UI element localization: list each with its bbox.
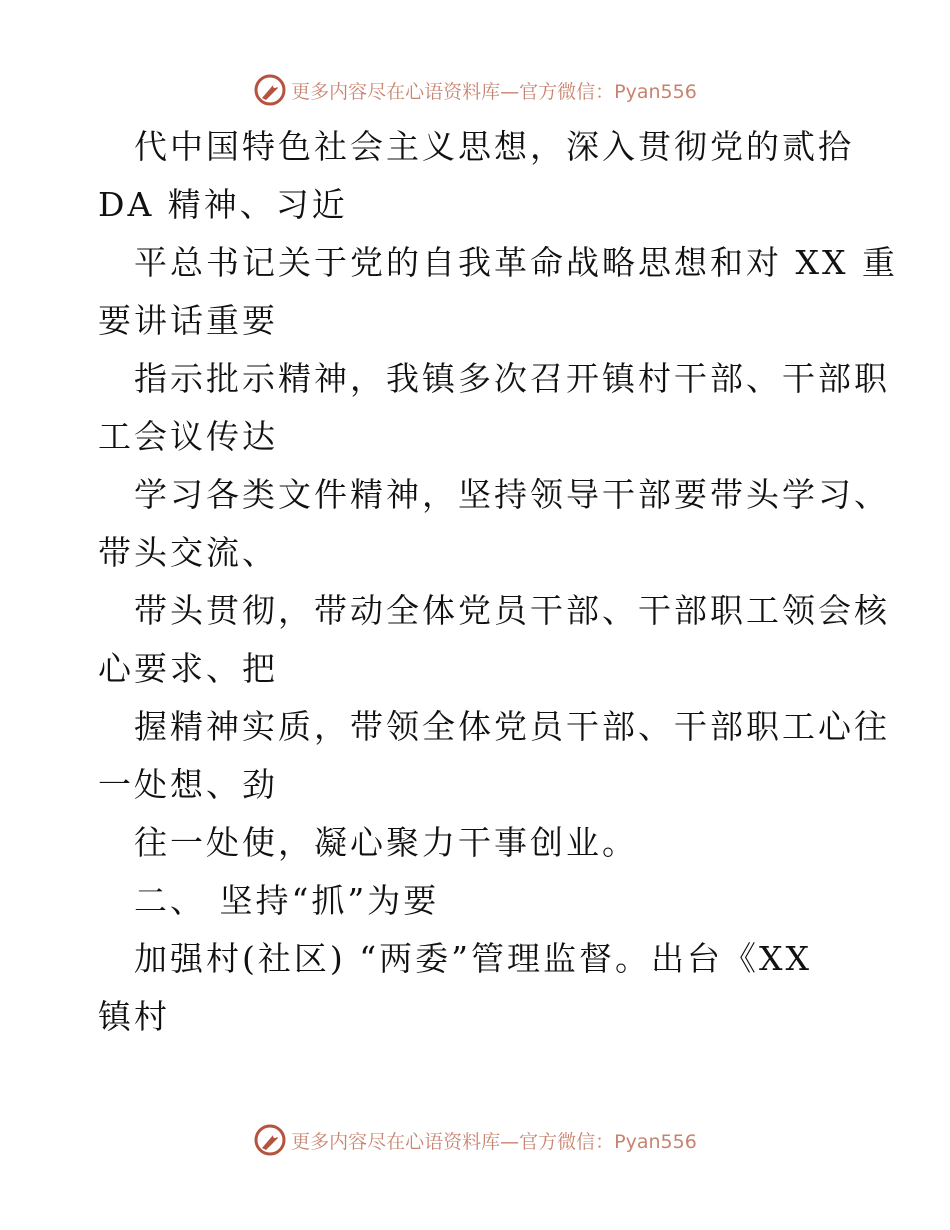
paragraph-line: 带头贯彻，带动全体党员干部、干部职工领会核	[134, 591, 890, 630]
paragraph-line: 心要求、把	[98, 649, 278, 688]
paragraph-line: 工会议传达	[98, 417, 278, 456]
footer-watermark	[0, 1120, 950, 1160]
pen-nib-logo-icon	[253, 1123, 287, 1157]
paragraph-line: 一处想、劲	[98, 765, 278, 804]
watermark-text: 更多内容尽在心语资料库—官方微信：Pyan556	[291, 80, 697, 103]
paragraph-line: 镇村	[98, 997, 170, 1036]
header-watermark	[0, 70, 950, 110]
paragraph-line: 平总书记关于党的自我革命战略思想和对 XX 重	[134, 243, 898, 282]
paragraph-line: 往一处使，凝心聚力干事创业。	[134, 823, 638, 862]
paragraph-line: 带头交流、	[98, 533, 278, 572]
paragraph-line: DA 精神、习近	[98, 185, 348, 224]
paragraph-line: 代中国特色社会主义思想，深入贯彻党的贰拾	[134, 127, 854, 166]
paragraph-line: 学习各类文件精神，坚持领导干部要带头学习、	[134, 475, 890, 514]
paragraph-line: 指示批示精神，我镇多次召开镇村干部、干部职	[134, 359, 890, 398]
watermark-text: 更多内容尽在心语资料库—官方微信：Pyan556	[291, 1130, 697, 1153]
section-heading: 二、 坚持“抓”为要	[134, 881, 440, 920]
paragraph-line: 握精神实质，带领全体党员干部、干部职工心往	[134, 707, 890, 746]
document-body	[98, 118, 898, 1046]
paragraph-line: 要讲话重要	[98, 301, 278, 340]
paragraph-line: 加强村(社区) “两委”管理监督。出台《XX	[134, 939, 812, 978]
pen-nib-logo-icon	[253, 73, 287, 107]
